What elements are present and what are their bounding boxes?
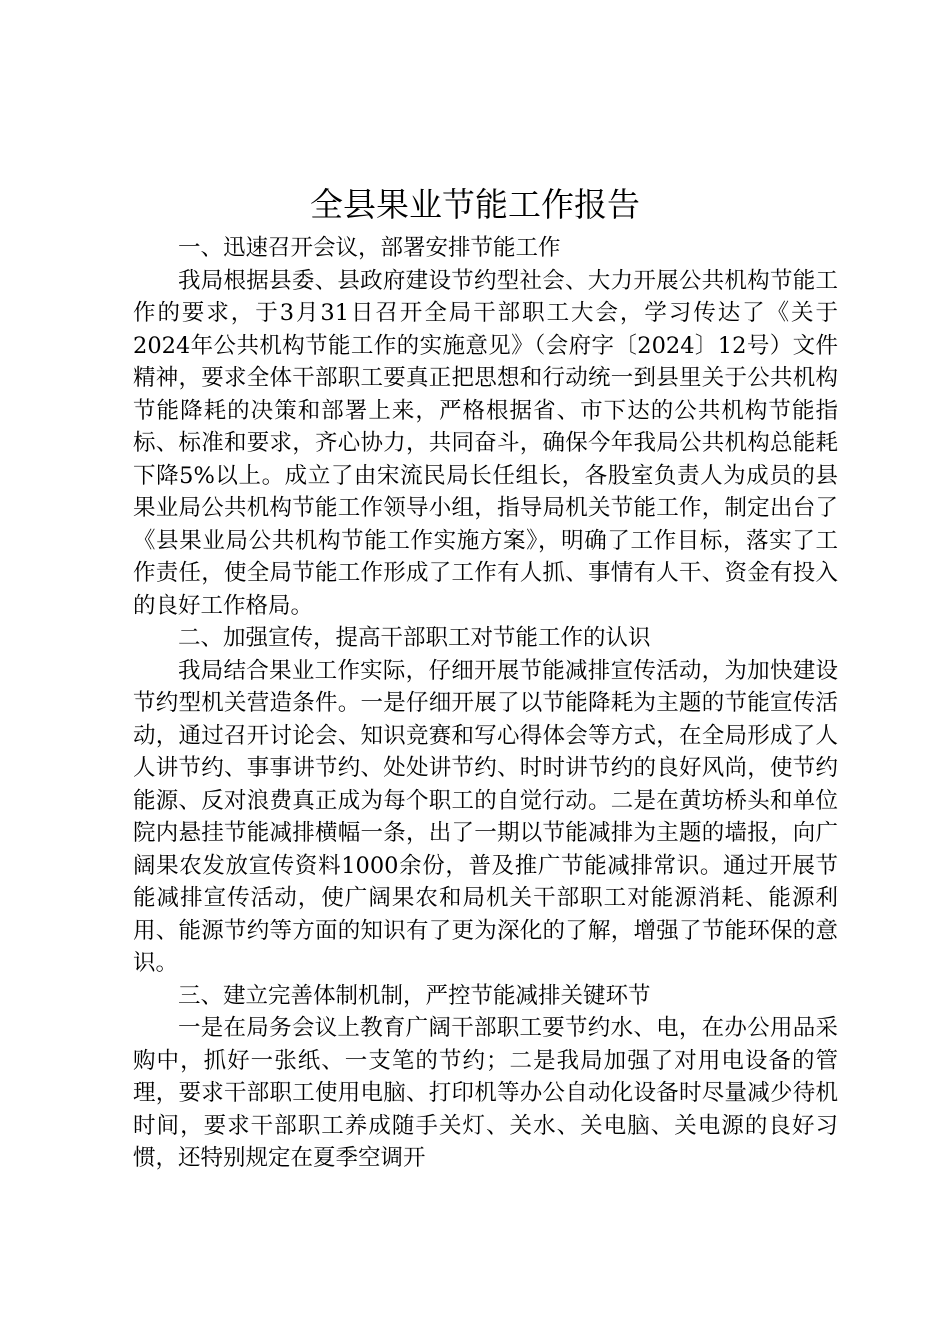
section-heading-1: 一、迅速召开会议，部署安排节能工作 — [178, 235, 561, 261]
section-heading-3: 三、建立完善体制机制，严控节能减排关键环节 — [178, 982, 651, 1009]
paragraph-1: 我局根据县委、县政府建设节约型社会、大力开展公共机构节能工作的要求，于3月31日召开全局干部职工大会，学习传达了《关于2024年公共机构节能工作的实施意见》（会府字〔2024〕12号）文件精神，要求全体干部职工要真正把思想和行动统一到县里关于公共机构节能降耗的决策和部署上来，严格根据省、市下达的公共机构节能指标、标准和要求，齐心协力，共同奋斗，确保今年我局公共机构总能耗下降5%以上。成立了由宋流民局长任组长，各股室负责人为成员的县果业局公共机构节能工作领导小组，指导局机关节能工作，制定出台了《县果业局公共机构节能工作实施方案》，明确了工作目标，落实了工作责任，使全局节能工作形成了工作有人抓、事情有人干、资金有投入的良好工作格局。 — [133, 267, 838, 619]
paragraph-3: 一是在局务会议上教育广阔干部职工要节约水、电，在办公用品采购中，抓好一张纸、一支笔的节约；二是我局加强了对用电设备的管理，要求干部职工使用电脑、打印机等办公自动化设备时尽量减少待机时间，要求干部职工养成随手关灯、关水、关电脑、关电源的良好习惯，还特别规定在夏季空调开 — [133, 1015, 838, 1171]
paragraph-2: 我局结合果业工作实际，仔细开展节能减排宣传活动，为加快建设节约型机关营造条件。一是仔细开展了以节能降耗为主题的节能宣传活动，通过召开讨论会、知识竞赛和写心得体会等方式，在全局形成了人人讲节约、事事讲节约、处处讲节约、时时讲节约的良好风尚，使节约能源、反对浪费真正成为每个职工的自觉行动。二是在黄坊桥头和单位院内悬挂节能减排横幅一条，出了一期以节能减排为主题的墙报，向广阔果农发放宣传资料1000余份，普及推广节能减排常识。通过开展节能减排宣传活动，使广阔果农和局机关干部职工对能源消耗、能源利用、能源节约等方面的知识有了更为深化的了解，增强了节能环保的意识。 — [133, 657, 838, 976]
document-body — [133, 232, 838, 1175]
section-heading-2: 二、加强宣传，提高干部职工对节能工作的认识 — [178, 625, 651, 651]
document-title: 全县果业节能工作报告 — [310, 185, 640, 224]
